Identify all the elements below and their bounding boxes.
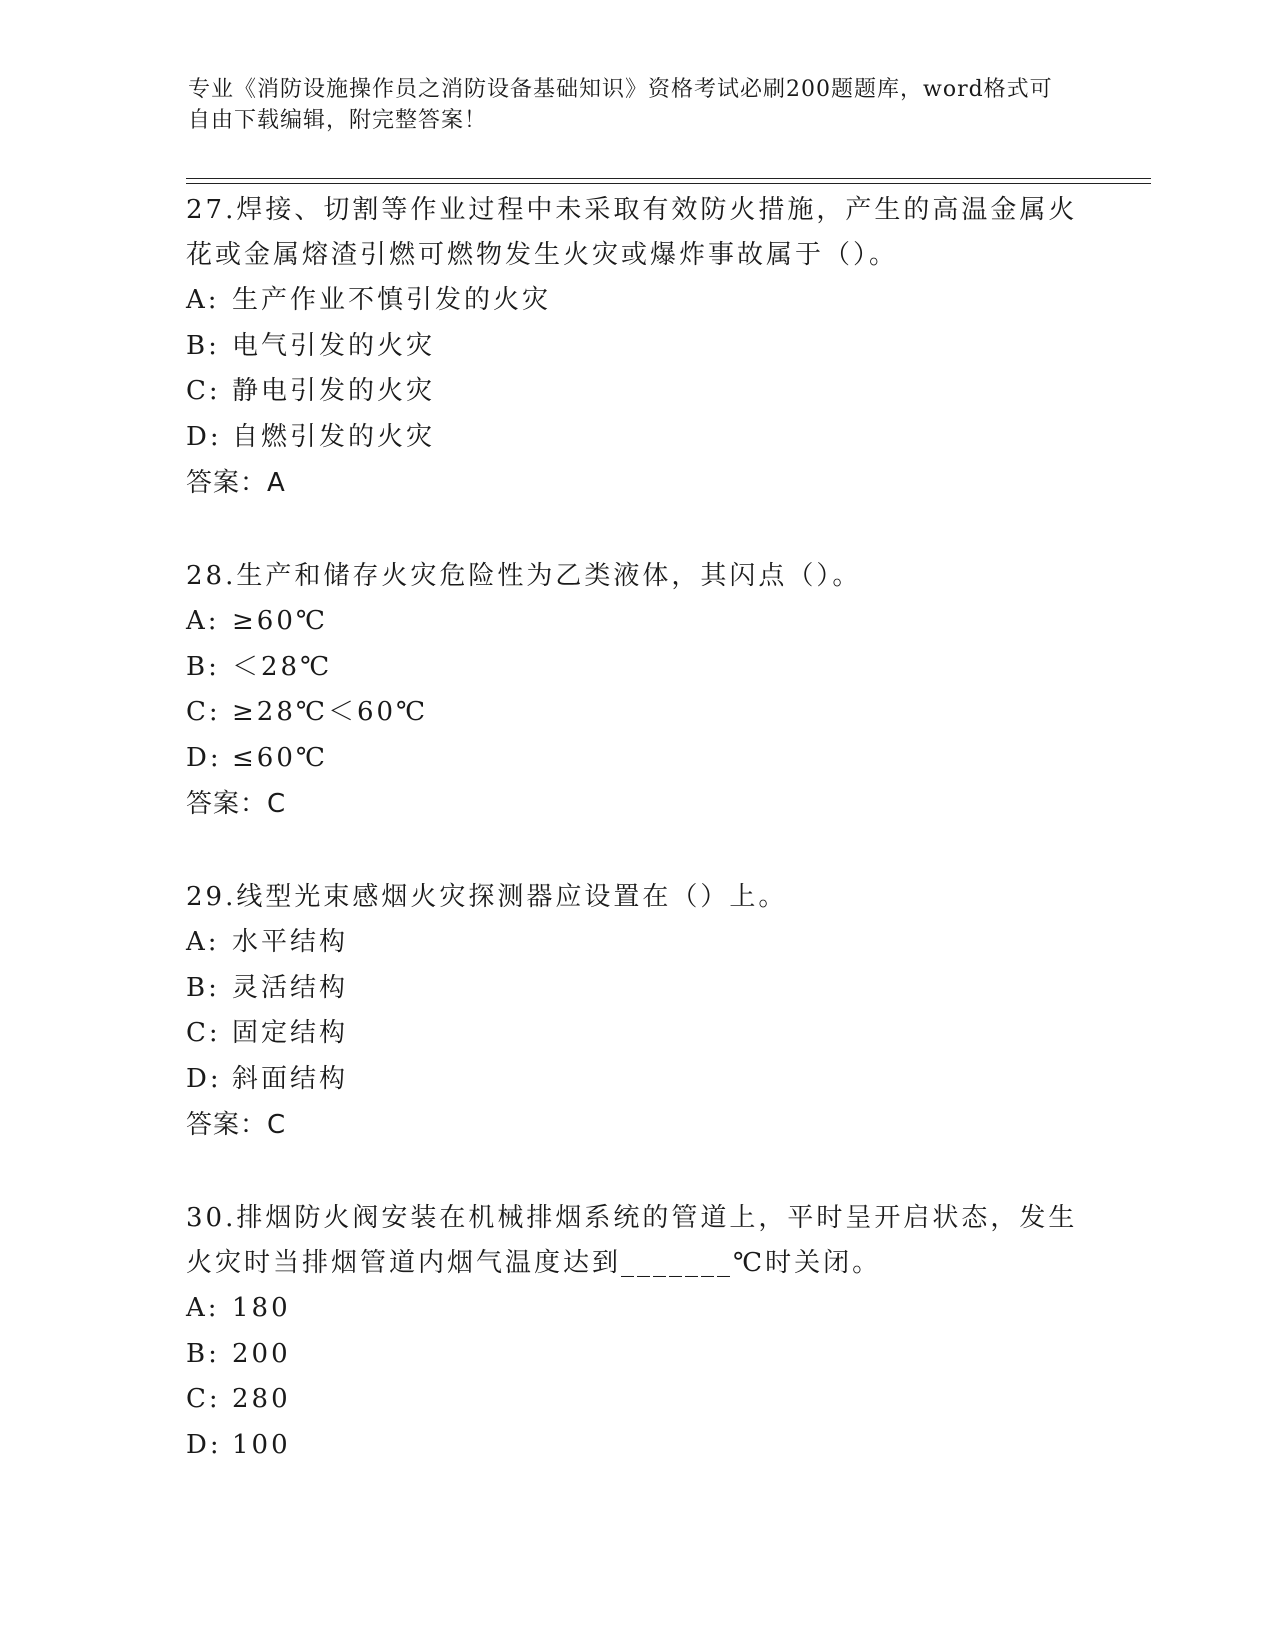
option-d — [186, 1423, 1086, 1469]
option-d — [186, 736, 1086, 782]
option-letter: B: — [186, 972, 220, 1003]
option-text: 生产作业不慎引发的火灾 — [232, 285, 552, 315]
header-divider-bottom — [186, 183, 1151, 184]
option-letter: D: — [186, 742, 222, 773]
question-stem: 29.线型光束感烟火灾探测器应设置在（）上。 — [186, 882, 788, 912]
option-text: ≤60℃ — [232, 742, 328, 773]
option-letter: A: — [186, 1293, 220, 1323]
option-text: 水平结构 — [232, 927, 349, 957]
option-b — [186, 966, 1086, 1012]
option-text: 电气引发的火灾 — [232, 330, 436, 361]
option-letter: A: — [186, 927, 220, 957]
option-b — [186, 1332, 1086, 1378]
option-c — [186, 690, 1086, 736]
option-text: ≥60℃ — [232, 606, 328, 636]
option-letter: B: — [186, 651, 220, 682]
option-letter: B: — [186, 1338, 220, 1369]
option-letter: B: — [186, 330, 220, 361]
option-a — [186, 278, 1086, 324]
question-30 — [186, 1196, 1086, 1468]
option-letter: C: — [186, 1018, 221, 1048]
option-letter: A: — [186, 606, 220, 636]
option-letter: C: — [186, 376, 221, 406]
option-letter: C: — [186, 1384, 221, 1414]
option-d — [186, 415, 1086, 461]
option-text: 固定结构 — [232, 1018, 349, 1048]
option-b — [186, 645, 1086, 691]
option-letter: D: — [186, 1063, 222, 1094]
header-divider-top — [186, 178, 1151, 179]
question-29 — [186, 875, 1086, 1148]
question-list — [186, 188, 1086, 1516]
option-letter: D: — [186, 1429, 222, 1460]
option-text: ＜28℃ — [232, 651, 333, 682]
question-stem: 27.焊接、切割等作业过程中未采取有效防火措施，产生的高温金属火花或金属熔渣引燃可燃物发生火灾或爆炸事故属于（）。 — [186, 195, 1078, 270]
question-stem: 28.生产和储存火灾危险性为乙类液体，其闪点（）。 — [186, 561, 862, 591]
option-a — [186, 599, 1086, 645]
option-c — [186, 369, 1086, 415]
option-text: 灵活结构 — [232, 972, 349, 1003]
option-a — [186, 920, 1086, 966]
answer-line: 答案：C — [186, 1110, 287, 1140]
question-stem: 30.排烟防火阀安装在机械排烟系统的管道上，平时呈开启状态，发生火灾时当排烟管道内烟气温度达到_______℃时关闭。 — [186, 1203, 1078, 1278]
option-c — [186, 1011, 1086, 1057]
option-d — [186, 1057, 1086, 1103]
option-text: ≥28℃＜60℃ — [232, 697, 429, 727]
document-header: 专业《消防设施操作员之消防设备基础知识》资格考试必刷200题题库，word格式可自由下载编辑，附完整答案！ — [188, 77, 1053, 133]
option-text: 100 — [232, 1429, 291, 1460]
option-c — [186, 1377, 1086, 1423]
option-a — [186, 1286, 1086, 1332]
question-28 — [186, 554, 1086, 827]
question-27 — [186, 188, 1086, 506]
option-text: 斜面结构 — [232, 1063, 349, 1094]
option-letter: A: — [186, 285, 220, 315]
option-letter: C: — [186, 697, 221, 727]
option-text: 静电引发的火灾 — [232, 376, 436, 406]
option-text: 200 — [232, 1338, 291, 1369]
option-text: 180 — [232, 1293, 291, 1323]
option-letter: D: — [186, 421, 222, 452]
answer-line: 答案：C — [186, 789, 287, 819]
option-b — [186, 324, 1086, 370]
answer-line: 答案：A — [186, 468, 286, 498]
option-text: 280 — [232, 1384, 291, 1414]
option-text: 自燃引发的火灾 — [232, 421, 436, 452]
